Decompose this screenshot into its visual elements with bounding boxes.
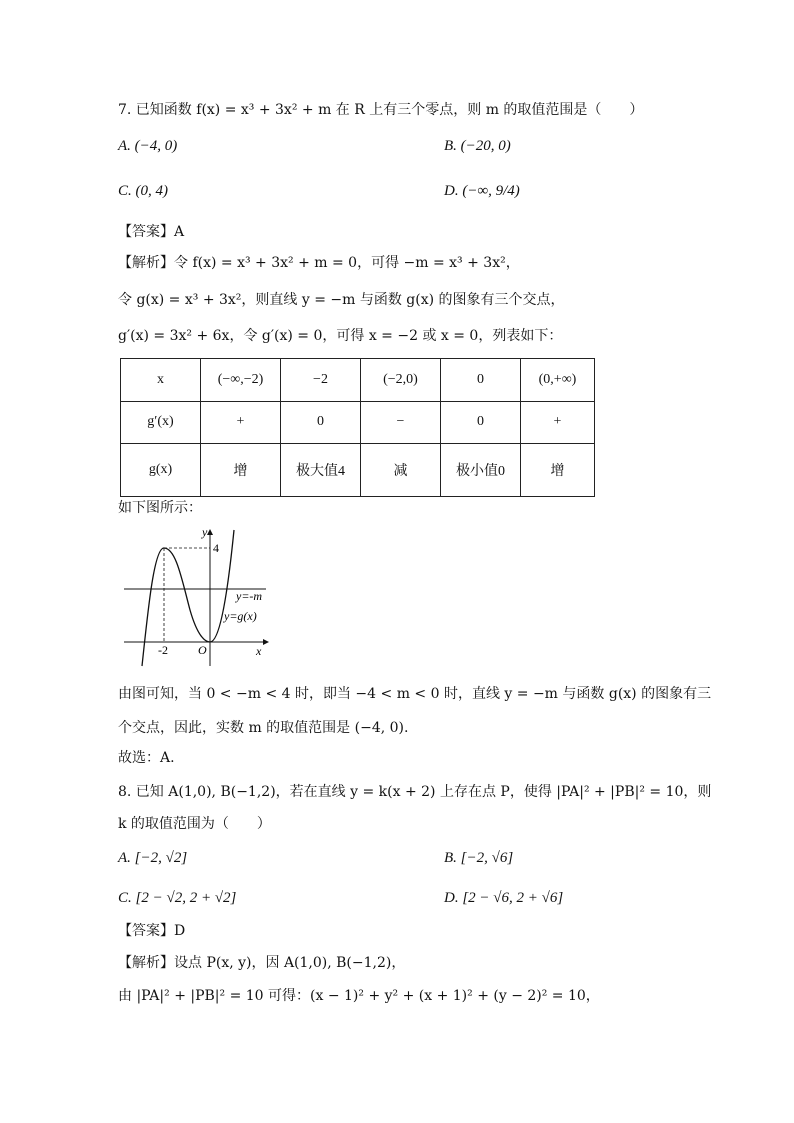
q8-option-d: D. [2 − √6, 2 + √6]: [444, 890, 564, 906]
function-graph: [118, 520, 278, 670]
table-cell: 极小值0: [441, 444, 521, 497]
label-y: y: [202, 525, 208, 539]
table-cell: −2: [281, 359, 361, 402]
table-cell: g′(x): [121, 401, 201, 444]
table-cell: (−2,0): [361, 359, 441, 402]
table-cell: 0: [281, 401, 361, 444]
q7-analysis-line-3: g′(x) = 3x² + 6x，令 g′(x) = 0，可得 x = −2 或 x = 0，列表如下：: [118, 328, 563, 344]
q8-option-a: A. [−2, √2]: [118, 850, 188, 866]
table-cell: 极大值4: [281, 444, 361, 497]
table-cell: +: [521, 401, 595, 444]
q8-option-b: B. [−2, √6]: [444, 850, 514, 866]
q7-conclusion-line-2: 个交点，因此，实数 m 的取值范围是 (−4, 0).: [118, 720, 409, 736]
table-cell: 0: [441, 401, 521, 444]
table-cell: g(x): [121, 444, 201, 497]
table-cell: 增: [201, 444, 281, 497]
q7-option-d: D. (−∞, 9/4): [444, 183, 520, 199]
label-four: 4: [213, 541, 219, 555]
graph-intro: 如下图所示：: [118, 500, 202, 516]
table-cell: −: [361, 401, 441, 444]
q7-analysis-line-2: 令 g(x) = x³ + 3x²，则直线 y = −m 与函数 g(x) 的图象有三个交点，: [118, 292, 565, 308]
table-cell: +: [201, 401, 281, 444]
q8-answer: 【答案】D: [118, 923, 186, 939]
q7-option-b: B. (−20, 0): [444, 138, 511, 154]
table-row: [121, 444, 595, 497]
q8-option-c: C. [2 − √2, 2 + √2]: [118, 890, 237, 906]
q7-analysis-line-1: 【解析】令 f(x) = x³ + 3x² + m = 0，可得 −m = x³ + 3x²，: [118, 255, 520, 271]
label-origin: O: [198, 643, 207, 657]
table-cell: 0: [441, 359, 521, 402]
q8-analysis-line-2: 由 |PA|² + |PB|² = 10 可得：(x − 1)² + y² + (x + 1)² + (y − 2)² = 10，: [118, 988, 600, 1004]
label-curve: y=g(x): [224, 609, 257, 623]
table-row: [121, 401, 595, 444]
q8-stem-line-2: k 的取值范围为（ ）: [118, 816, 271, 832]
table-row: [121, 359, 595, 402]
q7-answer: 【答案】A: [118, 224, 185, 240]
q7-stem: 7. 已知函数 f(x) = x³ + 3x² + m 在 R 上有三个零点，则 m 的取值范围是（ ）: [118, 102, 644, 118]
label-x: x: [256, 644, 262, 658]
monotonicity-table: [120, 358, 595, 497]
q7-option-a: A. (−4, 0): [118, 138, 178, 154]
label-line: y=-m: [236, 589, 263, 603]
table-cell: 增: [521, 444, 595, 497]
q8-stem-line-1: 8. 已知 A(1,0), B(−1,2)，若在直线 y = k(x + 2) 上存在点 P，使得 |PA|² + |PB|² = 10，则: [118, 784, 712, 800]
cubic-curve: [142, 530, 234, 666]
q7-option-c: C. (0, 4): [118, 183, 168, 199]
q8-analysis-line-1: 【解析】设点 P(x, y)，因 A(1,0), B(−1,2)，: [118, 955, 406, 971]
table-cell: (−∞,−2): [201, 359, 281, 402]
table-cell: (0,+∞): [521, 359, 595, 402]
label-neg2: -2: [158, 643, 168, 657]
q7-conclusion-line-3: 故选：A.: [118, 750, 175, 766]
table-cell: x: [121, 359, 201, 402]
table-cell: 减: [361, 444, 441, 497]
q7-conclusion-line-1: 由图可知，当 0 < −m < 4 时，即当 −4 < m < 0 时，直线 y = −m 与函数 g(x) 的图象有三: [118, 686, 712, 702]
